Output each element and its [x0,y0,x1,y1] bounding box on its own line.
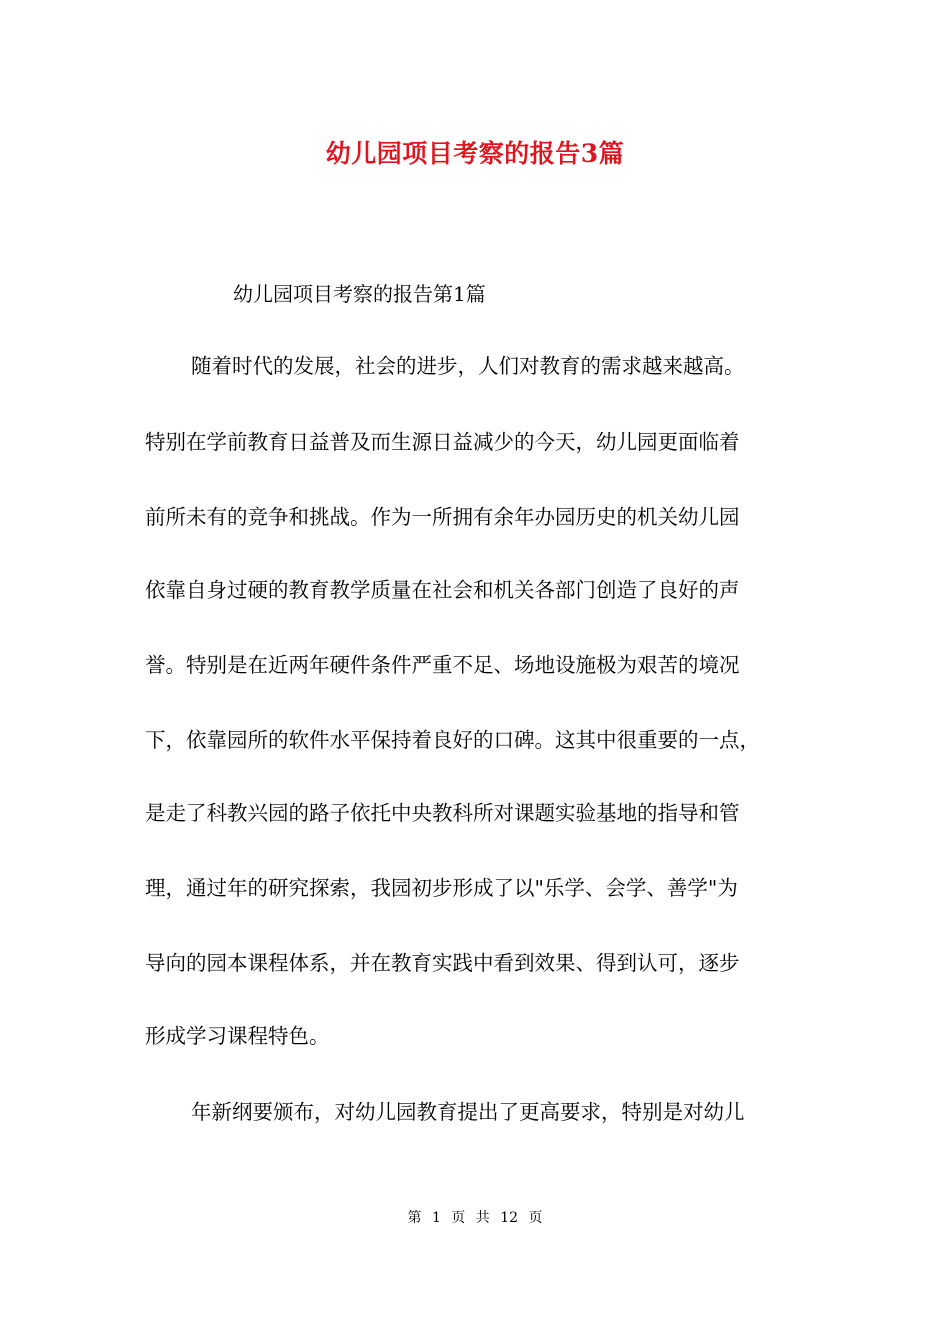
section-heading: 幼儿园项目考察的报告第1篇 [233,282,486,306]
page-footer: 第 1 页 共 12 页 [407,1210,543,1226]
document-title: 幼儿园项目考察的报告3篇 [325,139,625,168]
body-line: 年新纲要颁布，对幼儿园教育提出了更高要求，特别是对幼儿 [191,1100,745,1124]
body-line: 随着时代的发展，社会的进步，人们对教育的需求越来越高。 [191,354,745,378]
body-line: 前所未有的竞争和挑战。作为一所拥有余年办园历史的机关幼儿园 [145,505,740,529]
body-line: 导向的园本课程体系，并在教育实践中看到效果、得到认可，逐步 [145,951,740,975]
body-line: 形成学习课程特色。 [145,1024,330,1048]
body-line: 是走了科教兴园的路子依托中央教科所对课题实验基地的指导和管 [145,801,740,825]
body-line: 理，通过年的研究探索，我园初步形成了以"乐学、会学、善学"为 [145,876,738,900]
body-line: 誉。特别是在近两年硬件条件严重不足、场地设施极为艰苦的境况 [145,653,740,677]
body-line: 特别在学前教育日益普及而生源日益减少的今天，幼儿园更面临着 [145,430,740,454]
body-line: 依靠自身过硬的教育教学质量在社会和机关各部门创造了良好的声 [145,578,740,602]
body-line: 下，依靠园所的软件水平保持着良好的口碑。这其中很重要的一点， [145,728,760,752]
